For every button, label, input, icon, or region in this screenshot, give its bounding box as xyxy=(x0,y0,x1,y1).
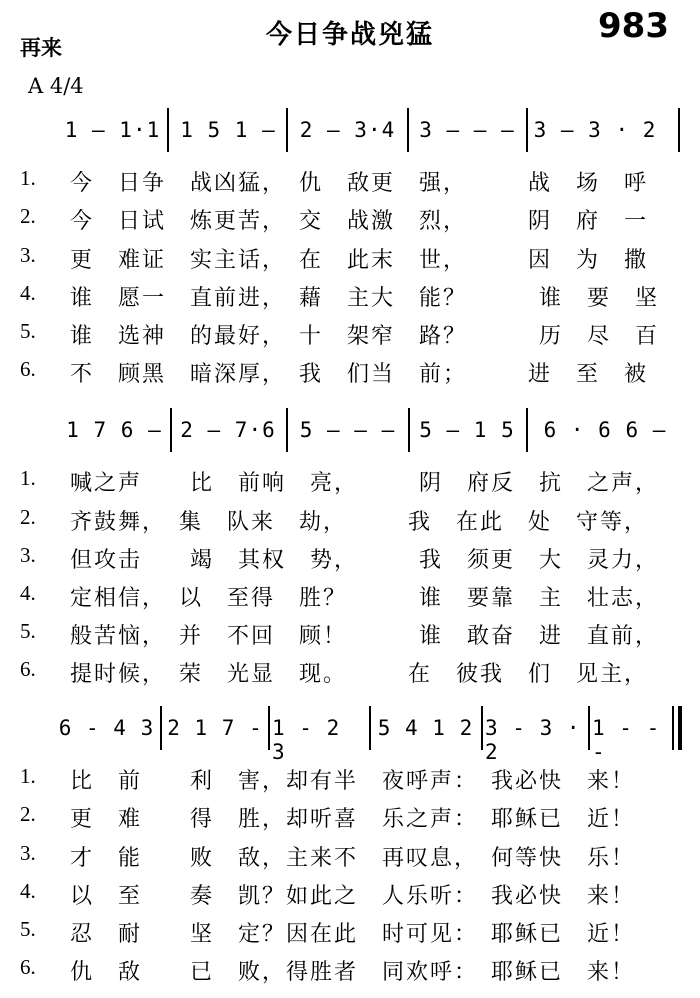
lyric-text: 谁 愿一 直前进， 藉 主大 能？ 谁 要 坚 xyxy=(70,286,660,311)
bar-line xyxy=(369,706,371,750)
verse-line xyxy=(20,204,690,238)
measure: 6 - 4 3 xyxy=(58,716,155,740)
verse-number: 1. xyxy=(20,764,36,788)
bar-line xyxy=(170,408,172,452)
staff-system-2 xyxy=(60,408,685,452)
verse-line xyxy=(20,879,690,913)
verse-line xyxy=(20,955,690,989)
verse-number: 5. xyxy=(20,619,36,643)
verse-number: 4. xyxy=(20,581,36,605)
key-signature: A 4/4 xyxy=(28,74,84,98)
verse-number: 2. xyxy=(20,802,36,826)
verse-line xyxy=(20,581,690,615)
bar-line xyxy=(407,108,409,152)
verse-line xyxy=(20,319,690,353)
bar-line xyxy=(678,108,680,152)
verse-number: 3. xyxy=(20,543,36,567)
lyric-text: 以 至 奏 凯？如此之 人乐听： 我必快 来！ xyxy=(70,884,636,909)
lyric-text: 更 难证 实主话， 在 此末 世， 因 为 撒 xyxy=(70,248,649,273)
verse-number: 1. xyxy=(20,166,36,190)
lyric-text: 更 难 得 胜，却听喜 乐之声： 耶稣已 近！ xyxy=(70,807,636,832)
lyric-text: 提时候， 荣 光显 现。 在 彼我 们 见主， xyxy=(70,662,649,687)
measure: 3 - 3 · 2 xyxy=(485,716,581,764)
measure: 1 - 2 3 xyxy=(272,716,341,764)
verse-number: 6. xyxy=(20,657,36,681)
tune-name: 再来 xyxy=(20,36,62,60)
verse-number: 4. xyxy=(20,281,36,305)
bar-line xyxy=(588,706,590,750)
final-bar-line xyxy=(678,706,682,750)
measure: 6 · 6 6 — xyxy=(543,418,667,442)
lyric-text: 不 顾黑 暗深厚， 我 们当 前； 进 至 被 xyxy=(70,362,649,387)
hymn-title: 今日争战兇猛 xyxy=(265,20,434,50)
verse-line xyxy=(20,543,690,577)
measure: 1 7 6 — xyxy=(66,418,162,442)
lyric-text: 般苦恼， 并 不回 顾！ 谁 敢奋 进 直前， xyxy=(70,624,660,649)
verse-line xyxy=(20,619,690,653)
verse-line xyxy=(20,243,690,277)
verse-number: 2. xyxy=(20,204,36,228)
measure: 5 — 1 5 xyxy=(419,418,515,442)
measure: 2 — 7·6 xyxy=(180,418,276,442)
verse-number: 4. xyxy=(20,879,36,903)
bar-line xyxy=(526,408,528,452)
verse-line xyxy=(20,841,690,875)
lyric-text: 但攻击 竭 其权 势， 我 须更 大 灵力， xyxy=(70,548,660,573)
measure: 1 — 1·1 xyxy=(64,118,161,142)
measure: 5 4 1 2 xyxy=(377,716,474,740)
verse-number: 6. xyxy=(20,955,36,979)
verse-number: 5. xyxy=(20,917,36,941)
verse-line xyxy=(20,505,690,539)
verse-line xyxy=(20,166,690,200)
lyric-text: 今 日争 战凶猛， 仇 敌更 强， 战 场 呼 xyxy=(70,171,649,196)
lyric-text: 喊之声 比 前响 亮， 阴 府反 抗 之声， xyxy=(70,471,660,496)
bar-line xyxy=(268,706,270,750)
staff-system-3 xyxy=(55,706,690,764)
measure: 2 1 7 - xyxy=(167,716,263,740)
verse-number: 6. xyxy=(20,357,36,381)
lyric-text: 齐鼓舞， 集 队来 劫， 我 在此 处 守等， xyxy=(70,510,649,535)
bar-line xyxy=(672,706,674,750)
verse-line xyxy=(20,917,690,951)
verse-line xyxy=(20,764,690,798)
measure: 1 - - - xyxy=(592,716,661,764)
verse-number: 5. xyxy=(20,319,36,343)
hymn-number: 983 xyxy=(598,6,669,46)
lyric-text: 忍 耐 坚 定？因在此 时可见： 耶稣已 近！ xyxy=(70,922,636,947)
bar-line xyxy=(286,408,288,452)
measure: 1 5 1 — xyxy=(180,118,276,142)
bar-line xyxy=(526,108,528,152)
bar-line xyxy=(408,408,410,452)
lyric-text: 比 前 利 害，却有半 夜呼声： 我必快 来！ xyxy=(70,769,636,794)
bar-line xyxy=(167,108,169,152)
lyric-text: 定相信， 以 至得 胜？ 谁 要靠 主 壮志， xyxy=(70,586,660,611)
measure: 3 — — — xyxy=(419,118,515,142)
lyric-text: 仇 敌 已 败，得胜者 同欢呼： 耶稣已 来！ xyxy=(70,960,636,985)
verse-line xyxy=(20,466,690,500)
bar-line xyxy=(481,706,483,750)
bar-line xyxy=(286,108,288,152)
measure: 5 — — — xyxy=(299,418,396,442)
lyric-text: 才 能 败 敌，主来不 再叹息， 何等快 乐！ xyxy=(70,846,636,871)
lyric-text: 谁 选神 的最好， 十 架窄 路？ 历 尽 百 xyxy=(70,324,660,349)
measure: 2 — 3·4 xyxy=(299,118,396,142)
verse-line xyxy=(20,802,690,836)
measure: 3 — 3 · 2 xyxy=(533,118,657,142)
verse-number: 1. xyxy=(20,466,36,490)
verse-number: 3. xyxy=(20,841,36,865)
lyric-text: 今 日试 炼更苦， 交 战激 烈， 阴 府 一 xyxy=(70,209,649,234)
verse-line xyxy=(20,281,690,315)
bar-line xyxy=(160,706,162,750)
staff-system-1 xyxy=(60,108,685,152)
verse-line xyxy=(20,657,690,691)
verse-line xyxy=(20,357,690,391)
verse-number: 3. xyxy=(20,243,36,267)
verse-number: 2. xyxy=(20,505,36,529)
